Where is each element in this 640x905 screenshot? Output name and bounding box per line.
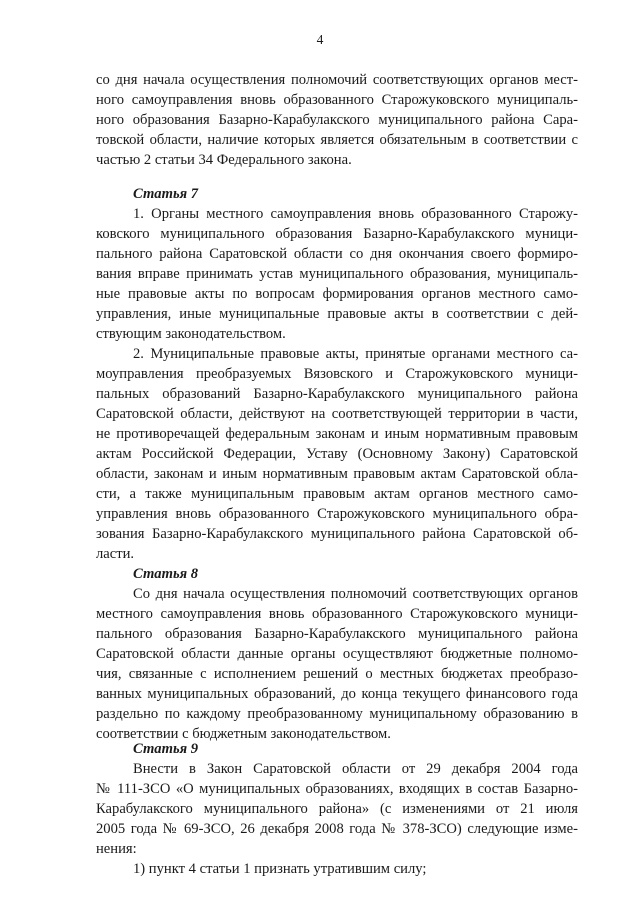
article-8-line: Со дня начала осуществления полномочий соответствующих органов [133, 586, 578, 602]
article-8-line: пального образования Базарно-Карабулакского муниципального района [96, 626, 578, 642]
article-7-line: 2. Муниципальные правовые акты, принятые органами местного са- [133, 346, 578, 362]
article-7-line: моуправления преобразуемых Вязовского и Старожуковского муници- [96, 366, 578, 382]
article-9-line: Карабулакского муниципального района» (с изменениями от 21 июля [96, 801, 578, 817]
article-9-line: 1) пункт 4 статьи 1 признать утратившим силу; [133, 861, 427, 877]
article-7-line: пального района Саратовской области со дня окончания своего формиро- [96, 246, 578, 262]
article-7-heading: Статья 7 [133, 186, 199, 202]
article-7-line: области, законам и иным нормативным правовым актам Саратовской обла- [96, 466, 578, 482]
article-8-line: местного самоуправления вновь образованного Старожуковского муници- [96, 606, 578, 622]
intro-line: ного самоуправления вновь образованного Старожуковского муниципаль- [96, 92, 578, 108]
article-8-line: ванных муниципальных образований, до конца текущего финансового года [96, 686, 578, 702]
article-8-heading: Статья 8 [133, 566, 199, 582]
article-7-line: управления вновь образованного Старожуковского муниципального обра- [96, 506, 578, 522]
article-7-line: ствующим законодательством. [96, 326, 286, 342]
intro-line: частью 2 статьи 34 Федерального закона. [96, 152, 352, 168]
article-7-line: актам Российской Федерации, Уставу (Основному Закону) Саратовской [96, 446, 578, 462]
intro-line: ного образования Базарно-Карабулакского муниципального района Сара- [96, 112, 578, 128]
article-7-line: ковского муниципального образования Базарно-Карабулакского муници- [96, 226, 578, 242]
article-9-line: Внести в Закон Саратовской области от 29 декабря 2004 года [133, 761, 578, 777]
article-8-line: Саратовской области данные органы осуществляют бюджетные полномо- [96, 646, 578, 662]
page-number: 4 [316, 32, 324, 47]
article-8-line: чия, связанные с исполнением решений о местных бюджетах преобразо- [96, 666, 578, 682]
article-9-line: нения: [96, 841, 137, 857]
article-9-line: № 111-ЗСО «О муниципальных образованиях, входящих в состав Базарно- [96, 781, 578, 797]
article-9-heading: Статья 9 [133, 741, 199, 757]
article-7-line: сти, а также муниципальным правовым актам органов местного само- [96, 486, 578, 502]
article-7-line: ные правовые акты по вопросам формирования органов местного само- [96, 286, 578, 302]
article-8-line: соответствии с бюджетным законодательством. [96, 726, 391, 742]
article-7-line: не противоречащей федеральным законам и иным нормативным правовым [96, 426, 578, 442]
article-7-line: зования Базарно-Карабулакского муниципального района Саратовской об- [96, 526, 578, 542]
article-8-line: раздельно по каждому преобразованному муниципальному образованию в [96, 706, 578, 722]
article-9-line: 2005 года № 69-ЗСО, 26 декабря 2008 года № 378-ЗСО) следующие изме- [96, 821, 578, 837]
article-7-line: вания вправе принимать устав муниципального образования, муниципаль- [96, 266, 578, 282]
article-7-line: Саратовской области, действуют на соответствующей территории в части, [96, 406, 578, 422]
intro-line: со дня начала осуществления полномочий соответствующих органов мест- [96, 72, 578, 88]
article-7-line: ласти. [96, 546, 135, 562]
article-7-line: 1. Органы местного самоуправления вновь образованного Старожу- [133, 206, 578, 222]
article-7-line: пальных образований Базарно-Карабулакского муниципального района [96, 386, 578, 402]
article-7-line: управления, иные муниципальные правовые акты в соответствии с дей- [96, 306, 578, 322]
intro-line: товской области, наличие которых является обязательным в соответствии с [96, 132, 578, 148]
